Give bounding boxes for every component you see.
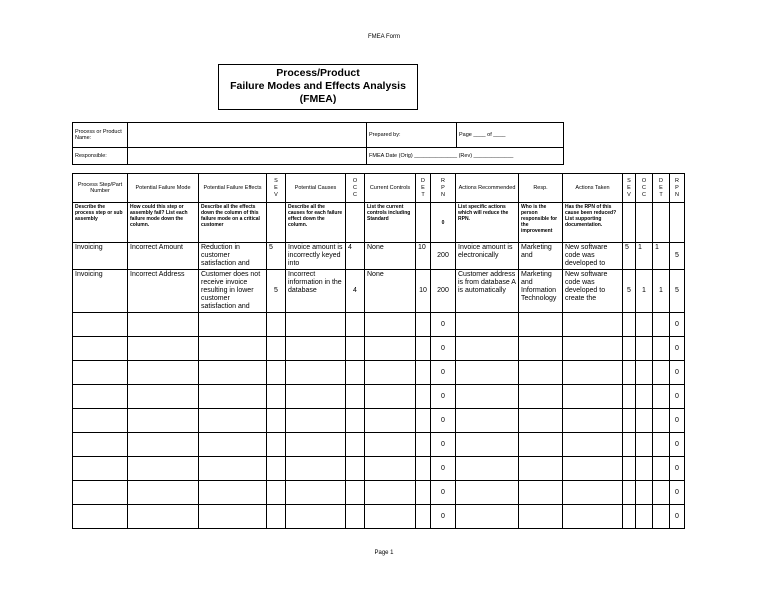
cell-resp[interactable]: Marketing and Information Technology xyxy=(519,270,563,313)
page-label[interactable]: Page ____ of ____ xyxy=(457,123,564,148)
empty-cell[interactable] xyxy=(73,313,128,337)
empty-cell[interactable] xyxy=(128,361,199,385)
empty-cell[interactable] xyxy=(623,313,636,337)
empty-cell[interactable] xyxy=(128,505,199,529)
empty-cell[interactable] xyxy=(199,313,267,337)
table-row[interactable] xyxy=(73,457,685,481)
empty-cell[interactable] xyxy=(286,481,346,505)
cell-controls[interactable]: None xyxy=(365,243,416,270)
empty-cell[interactable] xyxy=(286,409,346,433)
empty-cell[interactable] xyxy=(365,361,416,385)
empty-cell[interactable] xyxy=(346,313,365,337)
cell-causes[interactable]: Incorrect information in the database xyxy=(286,270,346,313)
empty-cell[interactable] xyxy=(416,505,431,529)
empty-cell[interactable] xyxy=(623,361,636,385)
desc-failure-effects: Describe all the effects down the column of this failure mode on a critical customer xyxy=(199,203,267,243)
table-row[interactable] xyxy=(73,313,685,337)
empty-cell[interactable] xyxy=(519,433,563,457)
empty-cell[interactable] xyxy=(563,361,623,385)
empty-cell[interactable] xyxy=(286,361,346,385)
empty-cell[interactable] xyxy=(636,385,653,409)
cell-rpn2[interactable]: 0 xyxy=(670,313,685,337)
cell-occ2[interactable]: 1 xyxy=(636,270,653,313)
empty-cell[interactable] xyxy=(653,409,670,433)
empty-cell[interactable] xyxy=(267,505,286,529)
empty-cell[interactable] xyxy=(416,481,431,505)
empty-cell[interactable] xyxy=(365,313,416,337)
empty-cell[interactable] xyxy=(653,481,670,505)
col-failure-effects: Potential Failure Effects xyxy=(199,174,267,203)
cell-rpn[interactable]: 0 xyxy=(431,337,456,361)
empty-cell[interactable] xyxy=(653,433,670,457)
col-sev: S E V xyxy=(267,174,286,203)
table-row[interactable] xyxy=(73,409,685,433)
empty-cell[interactable] xyxy=(346,337,365,361)
empty-cell[interactable] xyxy=(128,337,199,361)
cell-rpn[interactable]: 0 xyxy=(431,361,456,385)
table-row[interactable] xyxy=(73,433,685,457)
table-row[interactable] xyxy=(73,481,685,505)
empty-cell[interactable] xyxy=(653,313,670,337)
cell-mode[interactable]: Incorrect Amount xyxy=(128,243,199,270)
empty-cell[interactable] xyxy=(563,337,623,361)
col-det: D E T xyxy=(416,174,431,203)
empty-cell[interactable] xyxy=(636,433,653,457)
col-controls: Current Controls xyxy=(365,174,416,203)
empty-cell[interactable] xyxy=(199,505,267,529)
empty-cell[interactable] xyxy=(653,505,670,529)
desc-resp: Who is the person responsible for the improvement xyxy=(519,203,563,243)
empty-cell[interactable] xyxy=(563,505,623,529)
empty-cell[interactable] xyxy=(623,505,636,529)
col-occ2: O C C xyxy=(636,174,653,203)
title-box xyxy=(218,64,418,110)
desc-actions-taken: Has the RPN of this cause been reduced? List supporting documentation. xyxy=(563,203,623,243)
table-row[interactable] xyxy=(73,385,685,409)
col-step: Process Step/Part Number xyxy=(73,174,128,203)
cell-effects[interactable]: Reduction in customer satisfaction and xyxy=(199,243,267,270)
empty-cell[interactable] xyxy=(346,433,365,457)
empty-cell[interactable] xyxy=(519,505,563,529)
empty-cell[interactable] xyxy=(365,409,416,433)
cell-sev[interactable]: 5 xyxy=(267,243,286,270)
empty-cell[interactable] xyxy=(267,409,286,433)
description-row xyxy=(73,203,685,243)
empty-cell[interactable] xyxy=(267,313,286,337)
empty-cell[interactable] xyxy=(563,457,623,481)
empty-cell[interactable] xyxy=(365,433,416,457)
empty-cell[interactable] xyxy=(346,481,365,505)
empty-cell[interactable] xyxy=(563,409,623,433)
empty-cell[interactable] xyxy=(286,505,346,529)
cell-resp[interactable]: Marketing and xyxy=(519,243,563,270)
empty-cell[interactable] xyxy=(519,313,563,337)
cell-actions[interactable]: Customer address is from database A is automatically xyxy=(456,270,519,313)
empty-cell[interactable] xyxy=(519,385,563,409)
table-row[interactable] xyxy=(73,243,685,270)
empty-cell[interactable] xyxy=(286,385,346,409)
empty-cell[interactable] xyxy=(623,337,636,361)
cell-taken[interactable]: New software code was developed to xyxy=(563,243,623,270)
empty-cell[interactable] xyxy=(456,385,519,409)
empty-cell[interactable] xyxy=(636,337,653,361)
col-occ: O C C xyxy=(346,174,365,203)
cell-taken[interactable]: New software code was developed to create the xyxy=(563,270,623,313)
col-actions-taken: Actions Taken xyxy=(563,174,623,203)
empty-cell[interactable] xyxy=(73,457,128,481)
empty-cell[interactable] xyxy=(267,433,286,457)
empty-cell[interactable] xyxy=(73,409,128,433)
empty-cell[interactable] xyxy=(128,313,199,337)
cell-sev[interactable]: 5 xyxy=(267,270,286,313)
empty-cell[interactable] xyxy=(456,457,519,481)
empty-cell[interactable] xyxy=(653,457,670,481)
cell-occ[interactable]: 4 xyxy=(346,270,365,313)
empty-cell[interactable] xyxy=(416,433,431,457)
empty-cell[interactable] xyxy=(456,481,519,505)
empty-cell[interactable] xyxy=(636,409,653,433)
empty-cell[interactable] xyxy=(636,457,653,481)
desc-failure-mode: How could this step or assembly fail? List each failure mode down the column. xyxy=(128,203,199,243)
cell-rpn2[interactable]: 0 xyxy=(670,505,685,529)
process-label: Process or Product Name: xyxy=(73,123,128,148)
empty-cell[interactable] xyxy=(623,457,636,481)
cell-sev2[interactable]: 5 xyxy=(623,243,636,270)
empty-cell[interactable] xyxy=(456,505,519,529)
empty-cell[interactable] xyxy=(286,337,346,361)
cell-rpn2[interactable]: 0 xyxy=(670,361,685,385)
responsible-label: Responsible: xyxy=(73,148,128,165)
empty-cell[interactable] xyxy=(346,457,365,481)
empty-cell[interactable] xyxy=(456,337,519,361)
process-field[interactable] xyxy=(128,123,367,148)
cell-rpn[interactable]: 0 xyxy=(431,505,456,529)
cell-det2[interactable]: 1 xyxy=(653,270,670,313)
col-rpn2: R P N xyxy=(670,174,685,203)
empty-cell[interactable] xyxy=(456,361,519,385)
empty-cell[interactable] xyxy=(267,361,286,385)
cell-rpn[interactable]: 200 xyxy=(431,270,456,313)
col-resp: Resp. xyxy=(519,174,563,203)
desc-causes: Describe all the causes for each failure effect down the column. xyxy=(286,203,346,243)
empty-cell[interactable] xyxy=(199,433,267,457)
empty-cell[interactable] xyxy=(623,433,636,457)
col-rpn: R P N xyxy=(431,174,456,203)
empty-cell[interactable] xyxy=(73,505,128,529)
empty-cell[interactable] xyxy=(519,337,563,361)
prepared-by-label[interactable]: Prepared by: xyxy=(367,123,457,148)
empty-cell[interactable] xyxy=(365,337,416,361)
cell-rpn[interactable]: 0 xyxy=(431,481,456,505)
empty-cell[interactable] xyxy=(346,385,365,409)
empty-cell[interactable] xyxy=(286,313,346,337)
empty-cell[interactable] xyxy=(73,385,128,409)
empty-cell[interactable] xyxy=(199,409,267,433)
col-sev2: S E V xyxy=(623,174,636,203)
empty-cell[interactable] xyxy=(73,361,128,385)
empty-cell[interactable] xyxy=(623,385,636,409)
cell-rpn[interactable]: 0 xyxy=(431,457,456,481)
empty-cell[interactable] xyxy=(416,337,431,361)
cell-det[interactable]: 10 xyxy=(416,243,431,270)
cell-occ[interactable]: 4 xyxy=(346,243,365,270)
col-failure-mode: Potential Failure Mode xyxy=(128,174,199,203)
empty-cell[interactable] xyxy=(563,385,623,409)
empty-cell[interactable] xyxy=(286,457,346,481)
form-header: FMEA Form xyxy=(367,34,400,40)
empty-cell[interactable] xyxy=(199,385,267,409)
empty-cell[interactable] xyxy=(563,433,623,457)
empty-cell[interactable] xyxy=(416,313,431,337)
col-det2: D E T xyxy=(653,174,670,203)
cell-rpn2[interactable]: 0 xyxy=(670,409,685,433)
table-row[interactable] xyxy=(73,361,685,385)
empty-cell[interactable] xyxy=(416,457,431,481)
empty-cell[interactable] xyxy=(128,409,199,433)
title-line-2: Failure Modes and Effects Analysis xyxy=(230,80,406,92)
empty-cell[interactable] xyxy=(346,361,365,385)
page-footer: Page 1 xyxy=(374,550,394,556)
empty-cell[interactable] xyxy=(128,385,199,409)
empty-cell[interactable] xyxy=(519,409,563,433)
empty-cell[interactable] xyxy=(365,457,416,481)
empty-cell[interactable] xyxy=(416,385,431,409)
empty-cell[interactable] xyxy=(636,313,653,337)
empty-cell[interactable] xyxy=(653,361,670,385)
cell-rpn2[interactable]: 0 xyxy=(670,385,685,409)
cell-effects[interactable]: Customer does not receive invoice resulting in lower customer satisfaction and xyxy=(199,270,267,313)
cell-actions[interactable]: Invoice amount is electronically xyxy=(456,243,519,270)
header-row xyxy=(73,174,685,203)
empty-cell[interactable] xyxy=(519,457,563,481)
empty-cell[interactable] xyxy=(623,481,636,505)
empty-cell[interactable] xyxy=(653,385,670,409)
empty-cell[interactable] xyxy=(416,409,431,433)
empty-cell[interactable] xyxy=(267,457,286,481)
empty-cell[interactable] xyxy=(636,505,653,529)
empty-cell[interactable] xyxy=(365,505,416,529)
desc-controls: List the current controls including Standard xyxy=(365,203,416,243)
cell-controls[interactable]: None xyxy=(365,270,416,313)
cell-rpn2[interactable]: 0 xyxy=(670,433,685,457)
empty-cell[interactable] xyxy=(267,481,286,505)
cell-rpn2[interactable]: 5 xyxy=(670,243,685,270)
empty-cell[interactable] xyxy=(199,457,267,481)
empty-cell[interactable] xyxy=(365,385,416,409)
desc-actions-rec: List specific actions which will reduce the RPN. xyxy=(456,203,519,243)
empty-cell[interactable] xyxy=(456,409,519,433)
empty-cell[interactable] xyxy=(623,409,636,433)
col-causes: Potential Causes xyxy=(286,174,346,203)
empty-cell[interactable] xyxy=(456,433,519,457)
empty-cell[interactable] xyxy=(563,313,623,337)
empty-cell[interactable] xyxy=(365,481,416,505)
empty-cell[interactable] xyxy=(128,433,199,457)
empty-cell[interactable] xyxy=(519,361,563,385)
cell-rpn2[interactable]: 0 xyxy=(670,337,685,361)
empty-cell[interactable] xyxy=(199,361,267,385)
cell-occ2[interactable]: 1 xyxy=(636,243,653,270)
cell-rpn[interactable]: 0 xyxy=(431,409,456,433)
empty-cell[interactable] xyxy=(128,457,199,481)
empty-cell[interactable] xyxy=(73,433,128,457)
info-table xyxy=(72,122,569,165)
table-row[interactable] xyxy=(73,337,685,361)
empty-cell[interactable] xyxy=(346,409,365,433)
table-row[interactable] xyxy=(73,505,685,529)
empty-cell[interactable] xyxy=(73,337,128,361)
cell-det2[interactable]: 1 xyxy=(653,243,670,270)
empty-cell[interactable] xyxy=(286,433,346,457)
fmea-date-label[interactable]: FMEA Date (Orig) ______________ (Rev) _____________ xyxy=(367,148,564,165)
cell-causes[interactable]: Invoice amount is incorrectly keyed into xyxy=(286,243,346,270)
fmea-table xyxy=(72,173,685,529)
cell-rpn2[interactable]: 0 xyxy=(670,457,685,481)
empty-cell[interactable] xyxy=(636,361,653,385)
title-line-3: (FMEA) xyxy=(299,93,337,105)
cell-step[interactable]: Invoicing xyxy=(73,243,128,270)
empty-cell[interactable] xyxy=(199,481,267,505)
cell-det[interactable]: 10 xyxy=(416,270,431,313)
responsible-field[interactable] xyxy=(128,148,367,165)
table-row[interactable] xyxy=(73,270,685,313)
empty-cell[interactable] xyxy=(199,337,267,361)
empty-cell[interactable] xyxy=(346,505,365,529)
empty-cell[interactable] xyxy=(128,481,199,505)
empty-cell[interactable] xyxy=(456,313,519,337)
cell-sev2[interactable]: 5 xyxy=(623,270,636,313)
empty-cell[interactable] xyxy=(267,337,286,361)
empty-cell[interactable] xyxy=(563,481,623,505)
cell-rpn2[interactable]: 5 xyxy=(670,270,685,313)
empty-cell[interactable] xyxy=(519,481,563,505)
cell-rpn[interactable]: 0 xyxy=(431,433,456,457)
cell-mode[interactable]: Incorrect Address xyxy=(128,270,199,313)
empty-cell[interactable] xyxy=(267,385,286,409)
cell-step[interactable]: Invoicing xyxy=(73,270,128,313)
col-actions-rec: Actions Recommended xyxy=(456,174,519,203)
empty-cell[interactable] xyxy=(636,481,653,505)
title-line-1: Process/Product xyxy=(276,67,360,79)
empty-cell[interactable] xyxy=(416,361,431,385)
desc-rpn: 0 xyxy=(431,203,456,243)
cell-rpn[interactable]: 0 xyxy=(431,313,456,337)
empty-cell[interactable] xyxy=(73,481,128,505)
desc-step: Describe the process step or sub assembly xyxy=(73,203,128,243)
empty-cell[interactable] xyxy=(653,337,670,361)
cell-rpn2[interactable]: 0 xyxy=(670,481,685,505)
cell-rpn[interactable]: 0 xyxy=(431,385,456,409)
cell-rpn[interactable]: 200 xyxy=(431,243,456,270)
